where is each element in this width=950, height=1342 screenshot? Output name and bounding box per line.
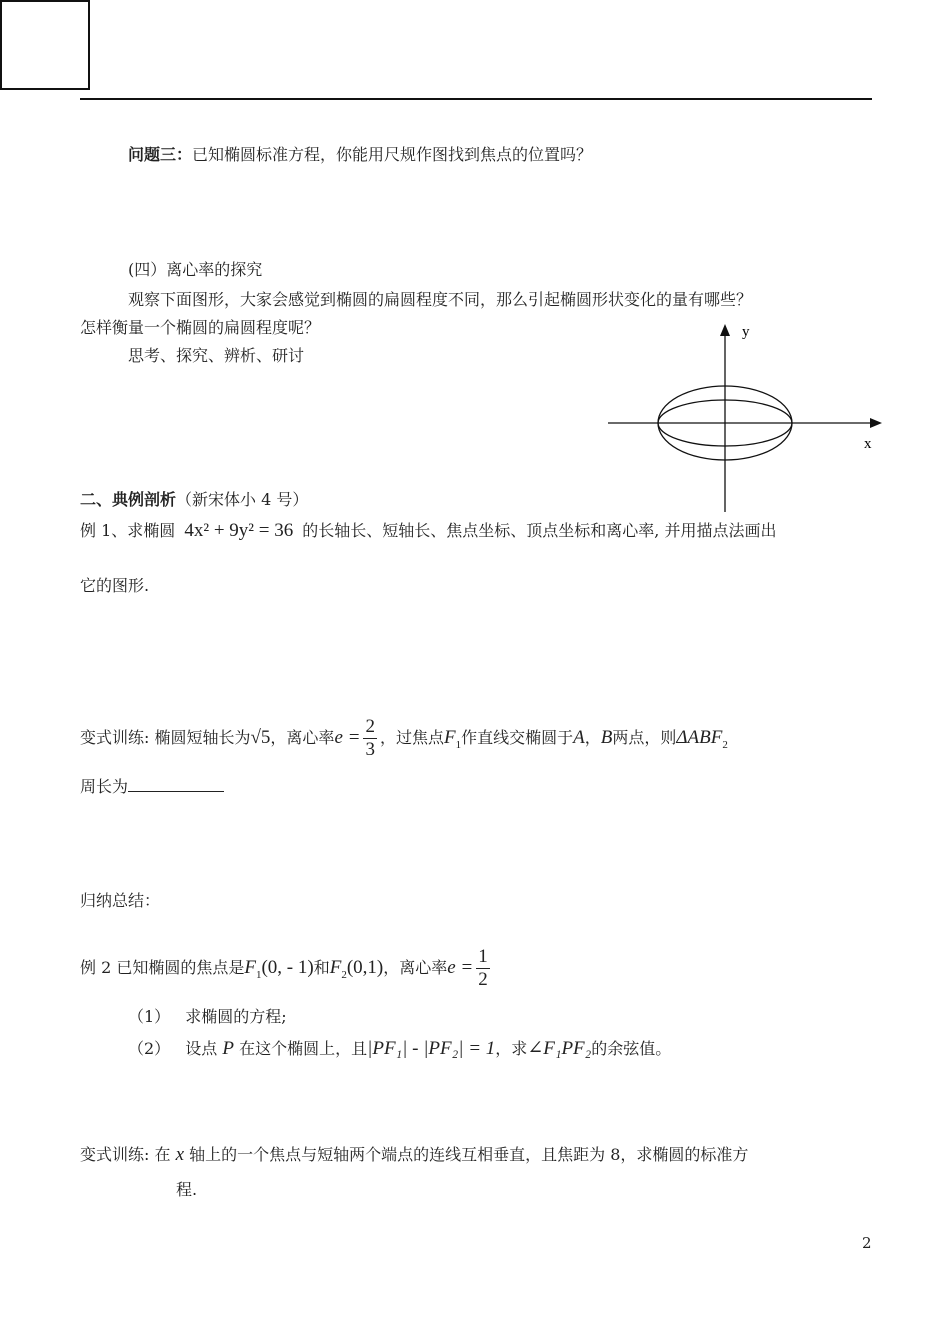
answer-blank <box>128 777 224 792</box>
variant-two-line1 <box>80 1142 748 1166</box>
fraction-numerator: 1 <box>478 946 488 967</box>
example-two-e: e = <box>447 957 474 978</box>
section-two-heading <box>80 487 308 510</box>
section-two-note: （新宋体小 4 号） <box>176 490 309 509</box>
point-p: P <box>222 1038 234 1059</box>
variant-one-mid1: ，离心率 <box>270 728 335 747</box>
section-two-title: 二、典例剖析 <box>80 490 177 509</box>
variant-one-comma: ， <box>584 728 601 747</box>
variant-one-mid2: ，过焦点 <box>379 728 444 747</box>
item2-mid2: ，求 <box>495 1039 528 1058</box>
variant-two-line2: 程. <box>176 1180 198 1199</box>
example-two-f1 <box>244 957 262 981</box>
header-rule <box>80 98 872 100</box>
focus-f1 <box>443 727 462 751</box>
example-one-line2: 它的图形. <box>80 576 150 595</box>
summary-heading: 归纳总结： <box>80 891 161 910</box>
example-two-fraction <box>476 946 490 991</box>
section-four-heading: (四）离心率的探究 <box>128 260 263 279</box>
triangle-sub: 2 <box>722 738 728 751</box>
item2-end: 的余弦值。 <box>591 1039 672 1058</box>
section-four-line1: 观察下面图形，大家会感觉到椭圆的扁圆程度不同，那么引起椭圆形状变化的量有哪些？ <box>128 290 753 309</box>
variant-one-perimeter-label: 周长为 <box>80 777 129 796</box>
variant-one-prefix: 变式训练: 椭圆短轴长为 <box>80 728 251 747</box>
item2-pre: 设点 <box>185 1039 218 1058</box>
point-b: B <box>600 727 613 748</box>
item2-mid: 在这个椭圆上，且 <box>239 1039 368 1058</box>
point-a: A <box>573 727 585 748</box>
variant-one-mid3: 作直线交椭圆于 <box>461 728 574 747</box>
example-one-equation: 4x² + 9y² = 36 <box>184 520 294 541</box>
example-two-f2-sub: 2 <box>341 968 347 981</box>
fraction-denominator: 3 <box>365 739 375 760</box>
item1-text: 求椭圆的方程; <box>185 1007 287 1026</box>
item1-number: （1） <box>128 1007 171 1026</box>
triangle-abf2 <box>676 727 728 751</box>
section-four-line2: 怎样衡量一个椭圆的扁圆程度呢？ <box>80 318 321 337</box>
question-three-text: 已知椭圆标准方程，你能用尺规作图找到焦点的位置吗？ <box>192 145 593 164</box>
variant-one-mid4: 两点，则 <box>612 728 677 747</box>
x-axis-arrow <box>870 418 882 428</box>
variant-one-sqrt: √5 <box>250 727 271 748</box>
example-two-prefix: 例 2 已知椭圆的焦点是 <box>80 958 245 977</box>
example-two-f2-letter: F <box>329 957 342 978</box>
example-two-item2 <box>128 1036 671 1060</box>
question-three-label: 问题三： <box>128 145 193 164</box>
y-axis-label: y <box>742 324 750 340</box>
example-one-suffix: 的长轴长、短轴长、焦点坐标、顶点坐标和离心率, 并用描点法画出 <box>302 521 777 540</box>
variant-two-prefix: 变式训练: 在 <box>80 1145 171 1164</box>
ellipse-figure <box>600 316 890 516</box>
example-two-f2-coord: (0,1) <box>346 957 384 978</box>
fraction-denominator: 2 <box>478 969 488 990</box>
x-axis-label: x <box>864 436 872 452</box>
item2-angle: ∠F₁PF₂ <box>527 1038 592 1059</box>
variant-two-x: x <box>175 1144 185 1165</box>
variant-one-fraction <box>363 716 377 761</box>
item2-number: （2） <box>128 1039 171 1058</box>
page-number: 2 <box>862 1234 872 1252</box>
variant-one-e: e = <box>334 727 361 748</box>
example-two-and: 和 <box>313 958 330 977</box>
example-two-line1 <box>80 946 493 997</box>
variant-one-line2 <box>80 774 224 797</box>
focus-f1-letter: F <box>443 727 456 748</box>
example-two-f1-coord: (0, - 1) <box>261 957 314 978</box>
triangle-letters: ΔABF <box>676 727 723 748</box>
fraction-numerator: 2 <box>365 716 375 737</box>
example-two-f1-sub: 1 <box>255 968 262 981</box>
corner-box <box>0 0 90 90</box>
variant-two-text: 轴上的一个焦点与短轴两个端点的连线互相垂直，且焦距为 8，求椭圆的标准方 <box>189 1145 749 1164</box>
item2-equation: |PF₁| - |PF₂| = 1 <box>367 1038 496 1059</box>
y-axis-arrow <box>720 324 730 336</box>
example-two-f2 <box>329 957 347 981</box>
variant-one-line1 <box>80 716 728 767</box>
example-two-mid: ，离心率 <box>383 958 448 977</box>
example-two-f1-letter: F <box>244 957 256 978</box>
focus-f1-sub: 1 <box>455 738 462 751</box>
example-one-line1 <box>80 518 776 542</box>
example-two-item1 <box>128 1004 287 1027</box>
example-one-prefix: 例 1、求椭圆 <box>80 521 176 540</box>
section-four-line3: 思考、探究、辨析、研讨 <box>128 346 305 365</box>
question-three <box>128 142 592 165</box>
